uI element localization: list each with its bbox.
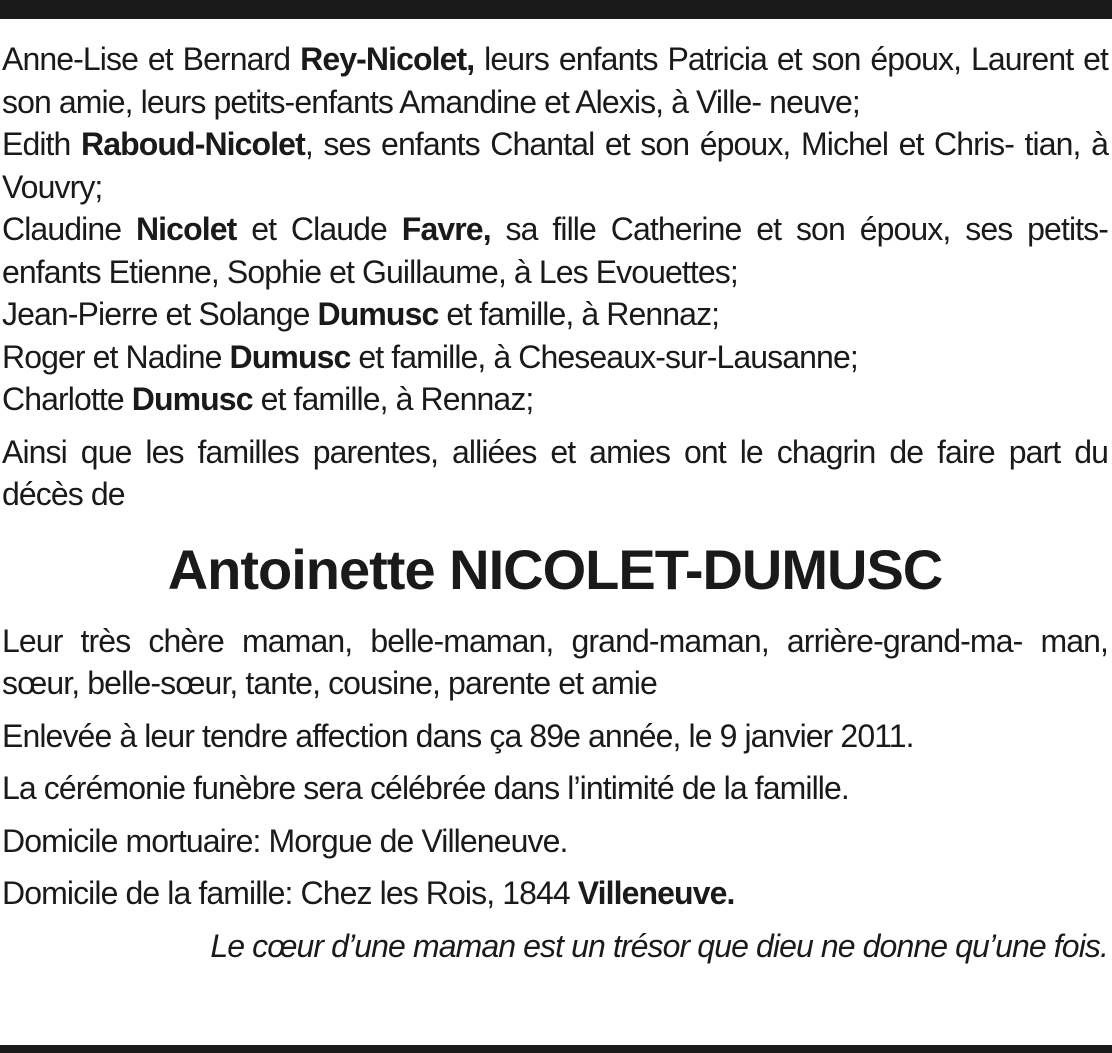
family-surname: Rey-Nicolet,	[300, 41, 475, 77]
family-nicolet-favre	[2, 208, 1108, 293]
family-text: sa fille Catherine et son époux, ses petits- enfants Etienne, Sophie et Guillaume, à Les Evouettes;	[2, 211, 1108, 290]
family-text: et famille, à Rennaz;	[252, 381, 534, 417]
deceased-name: Antoinette NICOLET-DUMUSC	[167, 537, 943, 601]
family-text: leurs enfants Patricia et son époux, Laurent et son amie, leurs petits-enfants Amandine et Alexis, à Ville- neuve;	[2, 41, 1108, 120]
family-home-text	[2, 872, 1108, 915]
family-jp-solange-dumusc	[2, 293, 1108, 336]
family-text: Roger et Nadine	[2, 338, 230, 375]
family-surname: Nicolet	[135, 211, 237, 247]
closing-quote: Le cœur d’une maman est un trésor que dieu ne donne qu’une fois.	[210, 927, 1108, 964]
family-text: Anne-Lise et Bernard	[2, 41, 301, 77]
family-text: Claudine	[2, 211, 136, 247]
family-text: et famille, à Rennaz;	[438, 296, 720, 332]
family-rey-nicolet	[2, 38, 1108, 123]
family-charlotte-dumusc	[2, 378, 1108, 421]
family-surname: Dumusc	[131, 381, 253, 417]
family-home-address: Domicile de la famille: Chez les Rois, 1844	[2, 875, 578, 911]
family-text: Edith	[2, 126, 81, 162]
family-text: Jean-Pierre et Solange	[2, 296, 318, 332]
family-text: et Claude	[236, 211, 402, 247]
family-text: et famille, à Cheseaux-sur-Lausanne;	[350, 338, 858, 375]
top-rule	[0, 0, 1112, 19]
obituary-body	[2, 38, 1108, 967]
family-surname: Favre,	[401, 211, 491, 247]
family-text: , ses enfants Chantal et son époux, Michel et Chris- tian, à Vouvry;	[2, 126, 1108, 205]
family-surname: Dumusc	[229, 338, 351, 375]
ceremony-text: La cérémonie funèbre sera célébrée dans l’intimité de la famille.	[2, 770, 849, 806]
relation-text: Leur très chère maman, belle-maman, grand-maman, arrière-grand-ma- man, sœur, belle-sœur, tante, cousine, parente et amie	[2, 622, 1108, 701]
family-surname: Dumusc	[317, 296, 439, 332]
family-text: Charlotte	[2, 381, 132, 417]
announcement-text: Ainsi que les familles parentes, alliées et amies ont le chagrin de faire part du décès de	[2, 433, 1108, 512]
family-home-town: Villeneuve.	[577, 875, 735, 911]
family-surname: Raboud-Nicolet	[81, 126, 305, 162]
passing-text: Enlevée à leur tendre affection dans ça 89e année, le 9 janvier 2011.	[2, 717, 914, 754]
family-raboud-nicolet	[2, 123, 1108, 208]
mortuary-text: Domicile mortuaire: Morgue de Villeneuve.	[2, 822, 568, 859]
family-roger-nadine-dumusc	[2, 336, 1108, 379]
bottom-rule	[0, 1045, 1112, 1053]
